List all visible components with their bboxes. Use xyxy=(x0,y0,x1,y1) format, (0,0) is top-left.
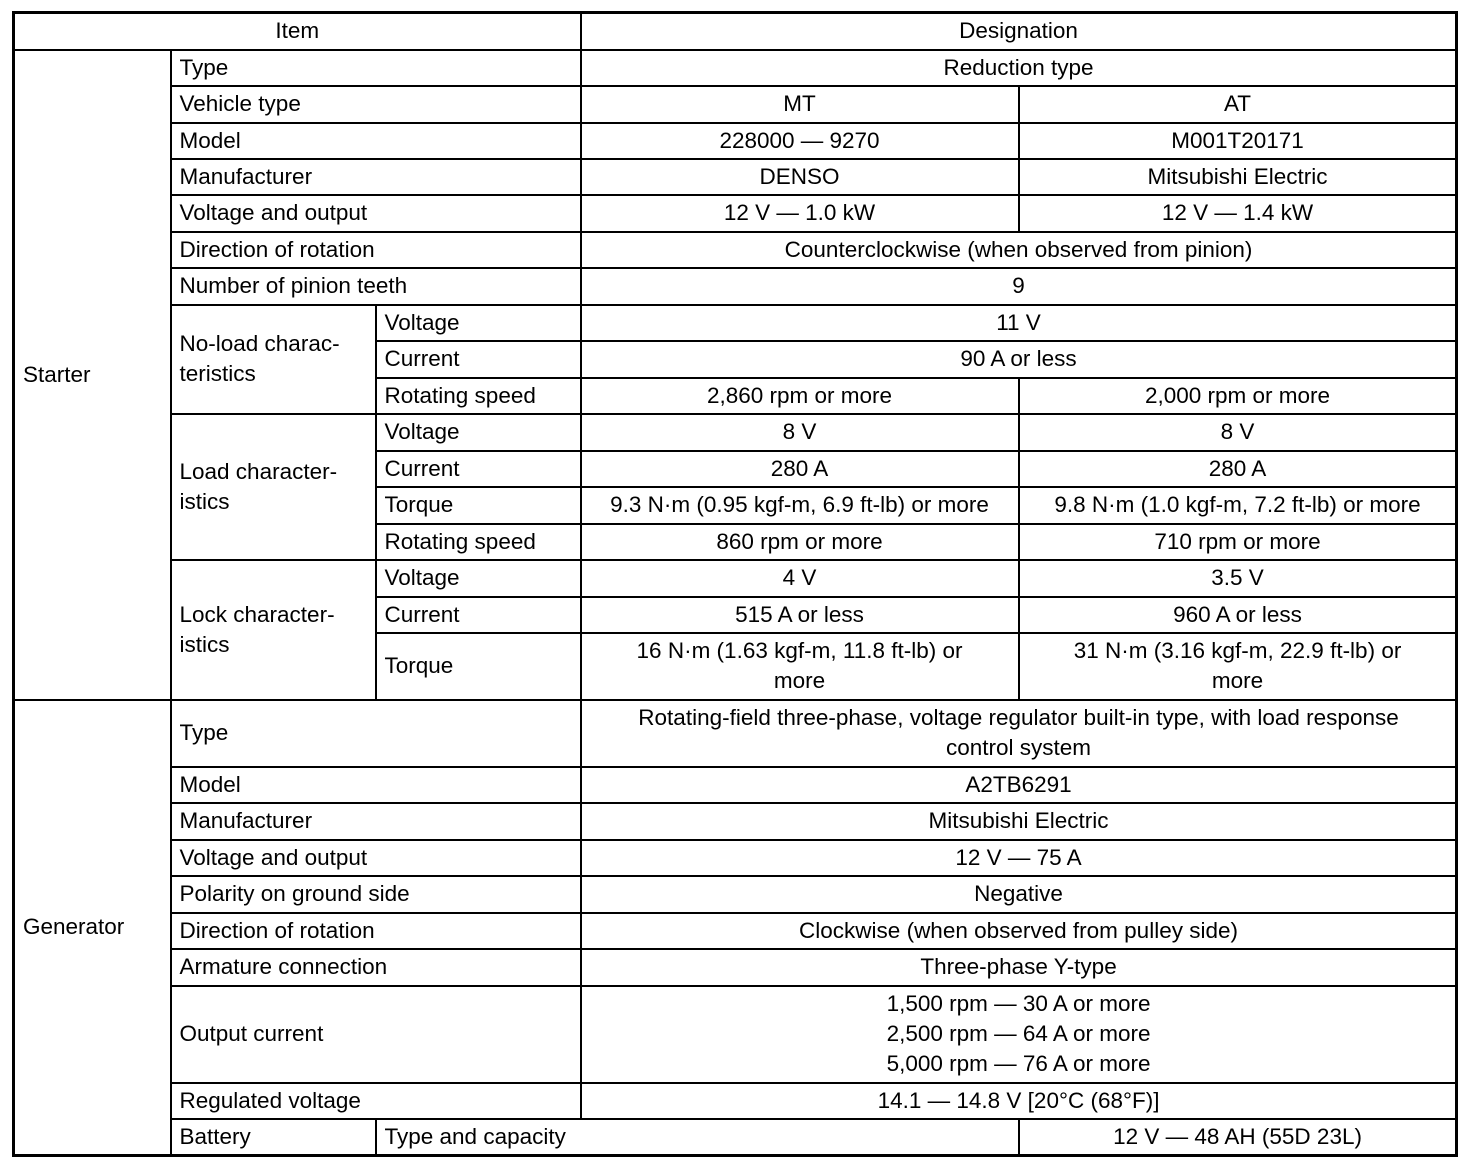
row-label: Manufacturer xyxy=(171,803,581,840)
row-value: Reduction type xyxy=(581,50,1457,86)
value-mt: 8 V xyxy=(581,414,1019,451)
row-label: Type xyxy=(171,700,581,767)
table-row xyxy=(14,560,1457,597)
table-row xyxy=(14,195,1457,232)
row-label: Number of pinion teeth xyxy=(171,268,581,305)
row-label: Manufacturer xyxy=(171,159,581,195)
value-mt: 515 A or less xyxy=(581,597,1019,633)
table-row xyxy=(14,305,1457,341)
section-generator: Generator xyxy=(14,700,171,1156)
value-at: 8 V xyxy=(1019,414,1457,451)
row-value xyxy=(581,986,1457,1083)
row-value: Mitsubishi Electric xyxy=(581,803,1457,840)
value-at: 280 A xyxy=(1019,451,1457,487)
header-item: Item xyxy=(14,13,581,50)
value-mt xyxy=(581,633,1019,700)
value-mt: 2,860 rpm or more xyxy=(581,378,1019,414)
group-no-load xyxy=(171,305,376,414)
sub-label: Rotating speed xyxy=(376,378,581,414)
row-label: Regulated voltage xyxy=(171,1083,581,1119)
value-line: 31 N·m (3.16 kgf-m, 22.9 ft-lb) or xyxy=(1073,638,1402,663)
sub-label: Current xyxy=(376,451,581,487)
table-row xyxy=(14,949,1457,986)
table-row xyxy=(14,1083,1457,1119)
section-battery: Battery xyxy=(171,1119,376,1156)
row-value: 14.1 — 14.8 V [20°C (68°F)] xyxy=(581,1083,1457,1119)
row-value xyxy=(581,700,1457,767)
row-label: Voltage and output xyxy=(171,840,581,876)
sub-label: Torque xyxy=(376,633,581,700)
row-value: Three-phase Y-type xyxy=(581,949,1457,986)
group-label-line: teristics xyxy=(179,361,256,386)
value-mt: 280 A xyxy=(581,451,1019,487)
table-row xyxy=(14,913,1457,949)
value-mt: 9.3 N·m (0.95 kgf-m, 6.9 ft-lb) or more xyxy=(581,487,1019,524)
row-value: 90 A or less xyxy=(581,341,1457,378)
value-line: control system xyxy=(946,735,1092,760)
row-label: Model xyxy=(171,767,581,803)
table-row xyxy=(14,803,1457,840)
value-line: 16 N·m (1.63 kgf-m, 11.8 ft-lb) or xyxy=(636,638,963,663)
group-load xyxy=(171,414,376,560)
table-row xyxy=(14,986,1457,1083)
header-designation: Designation xyxy=(581,13,1457,50)
value-line: Rotating-field three-phase, voltage regulator built-in type, with load response xyxy=(638,705,1399,730)
table-row xyxy=(14,159,1457,195)
group-label-line: No-load charac- xyxy=(179,331,340,356)
value-line: more xyxy=(773,668,826,693)
value-at: M001T20171 xyxy=(1019,123,1457,159)
value-mt: 4 V xyxy=(581,560,1019,597)
table-row xyxy=(14,1119,1457,1156)
table-row xyxy=(14,86,1457,123)
table-row xyxy=(14,232,1457,268)
table-row xyxy=(14,268,1457,305)
value-at xyxy=(1019,633,1457,700)
table-row xyxy=(14,414,1457,451)
sub-label: Torque xyxy=(376,487,581,524)
value-at: 3.5 V xyxy=(1019,560,1457,597)
sub-label: Current xyxy=(376,597,581,633)
row-value: Counterclockwise (when observed from pinion) xyxy=(581,232,1457,268)
row-label: Voltage and output xyxy=(171,195,581,232)
row-label: Vehicle type xyxy=(171,86,581,123)
section-starter: Starter xyxy=(14,50,171,700)
header-row xyxy=(14,13,1457,50)
group-label-line: Lock character- xyxy=(179,601,335,627)
value-at: 710 rpm or more xyxy=(1019,524,1457,560)
sub-label: Voltage xyxy=(376,305,581,341)
value-mt: 12 V — 1.0 kW xyxy=(581,195,1019,232)
value-mt: DENSO xyxy=(581,159,1019,195)
value-at: AT xyxy=(1019,86,1457,123)
row-value: A2TB6291 xyxy=(581,767,1457,803)
value-line: more xyxy=(1211,668,1264,693)
row-label: Polarity on ground side xyxy=(171,876,581,913)
specifications-table xyxy=(12,11,1458,1157)
group-label-line: istics xyxy=(179,631,230,657)
group-label-line: Load character- xyxy=(179,458,338,484)
row-value: 12 V — 75 A xyxy=(581,840,1457,876)
sub-label: Voltage xyxy=(376,560,581,597)
table-row xyxy=(14,767,1457,803)
row-label: Armature connection xyxy=(171,949,581,986)
value-at: 9.8 N·m (1.0 kgf-m, 7.2 ft-lb) or more xyxy=(1019,487,1457,524)
value-line: 2,500 rpm — 64 A or more xyxy=(886,1021,1151,1046)
row-label: Direction of rotation xyxy=(171,232,581,268)
value-mt: 228000 — 9270 xyxy=(581,123,1019,159)
value-at: Mitsubishi Electric xyxy=(1019,159,1457,195)
sub-label: Current xyxy=(376,341,581,378)
sub-label: Voltage xyxy=(376,414,581,451)
table-row xyxy=(14,876,1457,913)
value-mt: 860 rpm or more xyxy=(581,524,1019,560)
row-value: 11 V xyxy=(581,305,1457,341)
table-row xyxy=(14,700,1457,767)
value-at: 12 V — 1.4 kW xyxy=(1019,195,1457,232)
value-line: 1,500 rpm — 30 A or more xyxy=(886,991,1151,1016)
row-value: 9 xyxy=(581,268,1457,305)
sub-label: Rotating speed xyxy=(376,524,581,560)
value-mt: 12 V — 48 AH (55D 23L) xyxy=(1019,1119,1457,1156)
row-value: Clockwise (when observed from pulley side) xyxy=(581,913,1457,949)
row-value: Negative xyxy=(581,876,1457,913)
row-label: Output current xyxy=(171,986,581,1083)
table-row xyxy=(14,123,1457,159)
value-line: 5,000 rpm — 76 A or more xyxy=(886,1051,1151,1076)
table-row xyxy=(14,50,1457,86)
value-at: 960 A or less xyxy=(1019,597,1457,633)
row-label: Type xyxy=(171,50,581,86)
table-row xyxy=(14,840,1457,876)
value-mt: MT xyxy=(581,86,1019,123)
value-at: 2,000 rpm or more xyxy=(1019,378,1457,414)
row-label: Direction of rotation xyxy=(171,913,581,949)
row-label: Model xyxy=(171,123,581,159)
group-lock xyxy=(171,560,376,700)
group-label-line: istics xyxy=(179,488,230,514)
row-label: Type and capacity xyxy=(376,1119,1019,1156)
